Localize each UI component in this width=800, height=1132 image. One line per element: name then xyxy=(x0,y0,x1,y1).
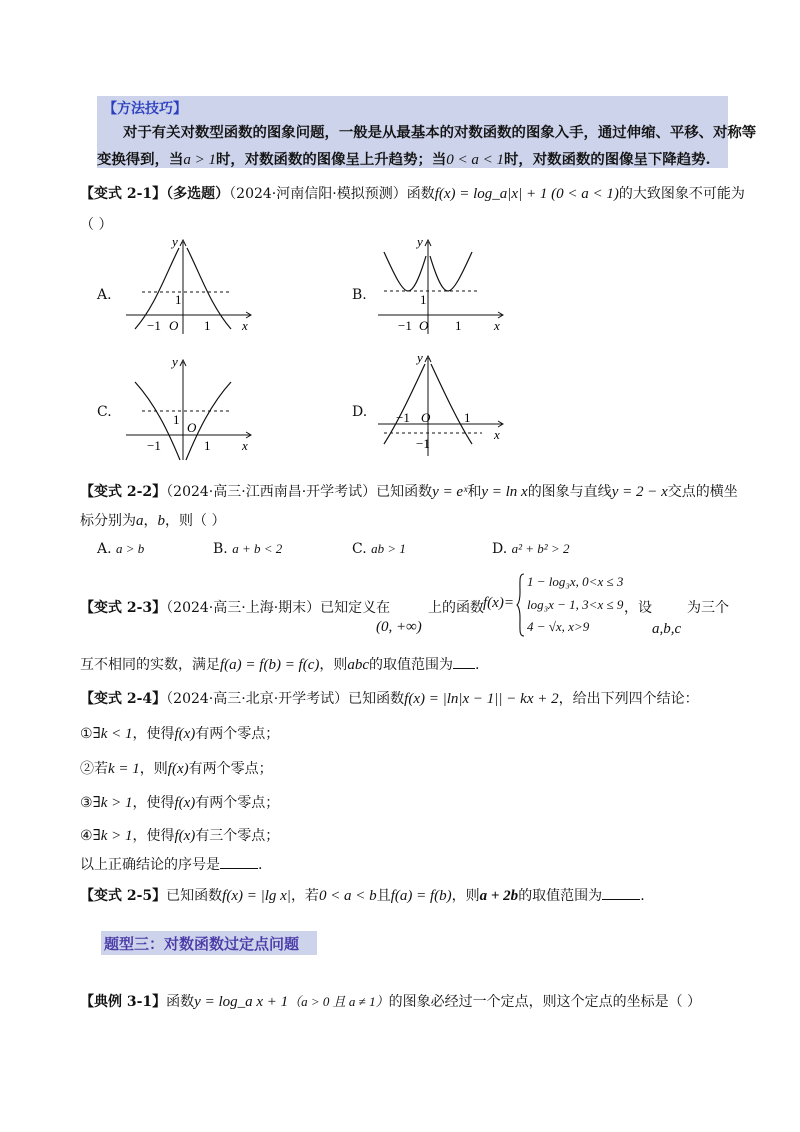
x-label: x xyxy=(494,427,500,442)
function-formula: f(x) = |ln|x − 1|| − kx + 2 xyxy=(404,691,559,707)
conclusion-item-2 xyxy=(80,758,273,778)
tick-1: 1 xyxy=(204,318,211,333)
tip-text-b: 时，对数函数的图像呈上升趋势；当 xyxy=(215,151,447,168)
tip-cond-1: a > 1 xyxy=(183,152,216,168)
question-2-3-line-1 xyxy=(80,597,390,617)
choice-b[interactable] xyxy=(213,541,282,557)
q25-text-2: ，若 xyxy=(290,888,319,904)
formula-line: y = 2 − x xyxy=(611,484,668,500)
choice-expr: a + b < 2 xyxy=(232,541,283,556)
right-branch xyxy=(431,364,472,444)
tick-neg1: −1 xyxy=(147,318,161,333)
q23-text-3: ，设 xyxy=(624,600,652,616)
tip-text-a: 变换得到，当 xyxy=(97,151,184,168)
right-branch xyxy=(187,248,231,329)
y-label: y xyxy=(417,352,423,365)
q25-text-1: 已知函数 xyxy=(166,888,223,904)
example-label: 【典例 3-1】 xyxy=(80,994,167,1010)
item-f: f(x) xyxy=(167,761,189,777)
question-label: 【变式 2-3】 xyxy=(80,600,167,616)
item-num: ④ xyxy=(80,828,93,844)
q22-text-2: 和 xyxy=(467,484,482,500)
choice-expr: a² + b² > 2 xyxy=(511,541,570,556)
left-branch xyxy=(384,364,425,444)
ex31-text-1: 函数 xyxy=(166,994,195,1010)
function-formula: f(x) = log_a|x| + 1 (0 < a < 1) xyxy=(434,186,619,202)
ex31-text-2: 的图象必经过一个定点，则这个定点的坐标是（ ） xyxy=(388,994,702,1010)
left-branch xyxy=(384,252,426,291)
function-formula: y = log_a x + 1 xyxy=(194,994,289,1010)
q22-text-5: 标分别为 xyxy=(80,513,136,529)
origin-label: O xyxy=(187,420,197,435)
function-formula: f(x) = |lg x| xyxy=(222,888,291,904)
q23-text-7: 的取值范围为 xyxy=(369,657,454,673)
y-label: y xyxy=(172,356,178,369)
tick-1: 1 xyxy=(464,410,471,425)
answer-blank[interactable] xyxy=(220,868,258,869)
conclusion-item-1 xyxy=(80,723,279,743)
conclusion-item-3 xyxy=(80,792,279,812)
piece-2: log₃x − 1, 3<x ≤ 9 xyxy=(527,597,624,612)
x-label: x xyxy=(494,318,500,333)
q25-end: . xyxy=(640,888,645,904)
question-label: 【变式 2-1】 xyxy=(80,186,167,202)
answer-paren: （ ） xyxy=(80,217,113,233)
tip-line-2 xyxy=(97,148,710,169)
formula-exp: y = eˣ xyxy=(432,484,468,500)
choice-label: D. xyxy=(492,541,508,557)
q23-text-2: 上的函数 xyxy=(428,600,484,616)
option-a-graph[interactable] xyxy=(120,236,260,341)
q24-text-1: （2024·高三·北京·开学考试）已知函数 xyxy=(166,691,405,707)
option-a-label: A. xyxy=(97,287,112,303)
choice-a[interactable] xyxy=(97,541,144,557)
piecewise-brace xyxy=(516,572,526,638)
question-label: 【变式 2-2】 xyxy=(80,484,167,500)
item-num: ③ xyxy=(80,795,93,811)
item-f: f(x) xyxy=(174,795,196,811)
conclusion-item-4 xyxy=(80,825,279,845)
choice-d[interactable] xyxy=(492,541,569,557)
var-a: a xyxy=(136,513,144,529)
answer-blank[interactable] xyxy=(602,899,640,900)
item-tail: 有三个零点； xyxy=(195,828,280,844)
option-b-graph[interactable] xyxy=(372,236,512,341)
q22-text-4: 交点的横坐 xyxy=(667,484,738,500)
x-label: x xyxy=(242,438,248,453)
item-f: f(x) xyxy=(174,726,196,742)
equality-expr: f(a) = f(b) xyxy=(390,888,452,904)
choice-expr: ab > 1 xyxy=(371,541,406,556)
question-2-2-line-2 xyxy=(80,510,225,530)
abc-expr: abc xyxy=(347,657,370,673)
option-c-label: C. xyxy=(97,404,112,420)
item-f: f(x) xyxy=(174,828,196,844)
choice-label: C. xyxy=(352,541,367,557)
tick-y1: 1 xyxy=(173,412,180,427)
question-2-3-line-2 xyxy=(80,654,480,674)
right-branch xyxy=(430,252,472,291)
q23-text-4: 为三个 xyxy=(687,600,729,616)
y-label: y xyxy=(417,236,423,249)
item-num: ②若 xyxy=(80,761,108,777)
q24-text-2: ，给出下列四个结论： xyxy=(558,691,699,707)
target-expr: a + 2b xyxy=(479,888,519,904)
item-tail: 有两个零点； xyxy=(195,726,280,742)
choice-label: A. xyxy=(97,541,112,557)
example-3-1-line xyxy=(80,991,701,1011)
q23-text-1: （2024·高三·上海·期末）已知定义在 xyxy=(166,600,391,616)
origin-label: O xyxy=(169,318,179,333)
question-text-tail: 的大致图象不可能为 xyxy=(618,186,745,202)
piece-3: 4 − √x, x>9 xyxy=(527,619,590,634)
option-d-label: D. xyxy=(352,404,368,420)
y-label: y xyxy=(172,236,178,249)
tip-line-1: 对于有关对数型函数的图象问题，一般是从最基本的对数函数的图象入手，通过伸缩、平移、对称等 xyxy=(123,124,757,141)
question-2-1-line xyxy=(80,183,745,203)
item-cond: ∃k > 1 xyxy=(92,828,133,844)
origin-label: O xyxy=(421,410,431,425)
q22-text-6: ，则（ ） xyxy=(165,513,226,529)
item-num: ① xyxy=(80,726,93,742)
tick-neg1: −1 xyxy=(398,318,412,333)
tick-1: 1 xyxy=(204,438,211,453)
q25-text-5: 的取值范围为 xyxy=(518,888,603,904)
option-c-graph[interactable] xyxy=(120,356,260,466)
fx-label: f(x)= xyxy=(483,595,514,611)
choice-label: B. xyxy=(213,541,228,557)
q25-text-4: ，则 xyxy=(451,888,480,904)
piece-1: 1 − log₃x, 0<x ≤ 3 xyxy=(527,574,624,589)
q22-text-1: （2024·高三·江西南昌·开学考试）已知函数 xyxy=(166,484,433,500)
origin-label: O xyxy=(419,318,429,333)
multi-choice-tag: （多选题） xyxy=(166,186,230,202)
condition-expr: （a > 0 且 a ≠ 1） xyxy=(288,994,389,1009)
vars-abc: a,b,c xyxy=(652,621,682,637)
tip-cond-2: 0 < a < 1 xyxy=(446,152,504,168)
item-cond: k = 1 xyxy=(108,761,140,777)
q23-end: . xyxy=(475,657,480,673)
tick-neg1: −1 xyxy=(396,410,410,425)
choice-expr: a > b xyxy=(116,541,145,556)
condition-expr: 0 < a < b xyxy=(318,888,377,904)
question-2-5-line xyxy=(80,885,645,905)
conclusion-end: . xyxy=(258,857,263,873)
choice-c[interactable] xyxy=(352,541,406,557)
conclusion-prompt xyxy=(80,854,262,874)
item-text: ，使得 xyxy=(132,726,175,742)
tick-1: 1 xyxy=(455,318,462,333)
item-cond: ∃k < 1 xyxy=(92,726,133,742)
section-title: 题型三：对数函数过定点问题 xyxy=(104,935,300,953)
conclusion-text: 以上正确结论的序号是 xyxy=(80,857,220,873)
var-b: b xyxy=(157,513,165,529)
q23-text-6: ，则 xyxy=(319,657,348,673)
item-text: ，使得 xyxy=(132,795,175,811)
question-2-4-line xyxy=(80,688,699,708)
item-tail: 有两个零点； xyxy=(188,761,273,777)
item-cond: ∃k > 1 xyxy=(92,795,133,811)
domain-expr: (0, +∞) xyxy=(376,619,422,635)
tick-y1: 1 xyxy=(175,292,182,307)
tick-y-neg1: −1 xyxy=(416,436,430,451)
tick-y1: 1 xyxy=(420,292,427,307)
tip-title: 【方法技巧】 xyxy=(103,101,187,117)
q25-text-3: 且 xyxy=(376,888,391,904)
question-2-2-line-1 xyxy=(80,481,738,501)
tick-neg1: −1 xyxy=(147,438,161,453)
item-text: ，使得 xyxy=(132,828,175,844)
tip-text-c: 时，对数函数的图像呈下降趋势. xyxy=(504,151,711,168)
q22-comma: ， xyxy=(143,513,158,529)
question-label: 【变式 2-5】 xyxy=(80,888,167,904)
q23-text-5: 互不相同的实数，满足 xyxy=(80,657,220,673)
option-b-label: B. xyxy=(352,287,367,303)
option-d-graph[interactable] xyxy=(372,352,512,462)
formula-ln: y = ln x xyxy=(481,484,528,500)
x-label: x xyxy=(242,318,248,333)
item-text: ，则 xyxy=(139,761,168,777)
question-label: 【变式 2-4】 xyxy=(80,691,167,707)
answer-blank[interactable] xyxy=(453,668,475,669)
q22-text-3: 的图象与直线 xyxy=(527,484,612,500)
item-tail: 有两个零点； xyxy=(195,795,280,811)
condition-expr: f(a) = f(b) = f(c) xyxy=(220,657,320,673)
left-branch xyxy=(135,248,179,329)
question-text: （2024·河南信阳·模拟预测）函数 xyxy=(229,186,435,202)
